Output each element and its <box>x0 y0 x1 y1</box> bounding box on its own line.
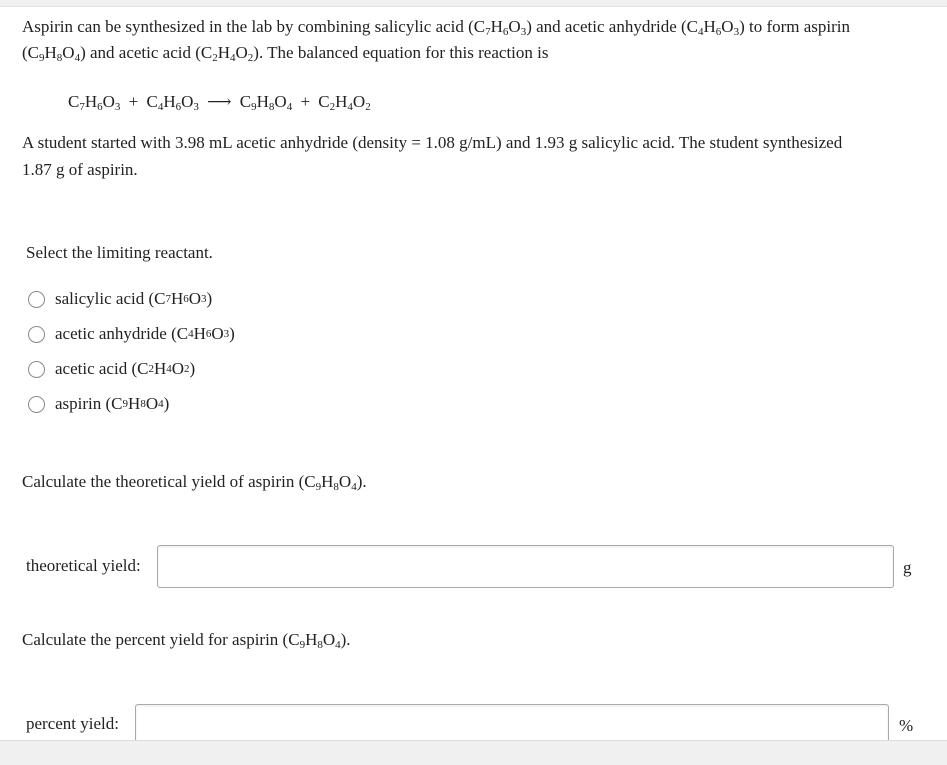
subscript: 6 <box>97 101 103 113</box>
element-symbol: O <box>274 92 287 111</box>
subscript: 4 <box>335 639 341 651</box>
subscript: 4 <box>347 101 353 113</box>
element-symbol: O <box>188 289 202 308</box>
percent-yield-unit: % <box>899 716 914 735</box>
subscript: 4 <box>286 101 293 113</box>
element-symbol: H <box>170 289 184 308</box>
subscript: 4 <box>157 101 164 113</box>
option-acetic-anhydride[interactable]: acetic anhydride (C 4 H 6 O 3 ) <box>28 322 235 346</box>
intro-text: ) and acetic acid (C <box>80 43 213 62</box>
plus-sign: + <box>128 92 139 111</box>
element-symbol: O <box>721 17 734 36</box>
subscript: 6 <box>715 26 722 38</box>
element-symbol: H <box>256 92 269 111</box>
prompt-text: Calculate the percent yield for aspirin (C <box>22 630 300 649</box>
subscript: 2 <box>247 52 254 64</box>
element-symbol: H <box>193 324 206 343</box>
element-symbol: O <box>322 630 336 649</box>
element-symbol: H <box>84 92 98 111</box>
problem-line-1: A student started with 3.98 mL acetic anhydride (density = 1.08 g/mL) and 1.93 g salicylic acid. The student synthesized <box>22 133 843 152</box>
subscript: 6 <box>502 26 509 38</box>
element-symbol: O <box>62 43 75 62</box>
intro-text: Aspirin can be synthesized in the lab by combining salicylic acid (C <box>22 17 486 36</box>
element-symbol: H <box>153 359 167 378</box>
element-symbol: H <box>335 92 348 111</box>
element-symbol: H <box>163 92 176 111</box>
subscript: 4 <box>351 481 357 493</box>
subscript: 6 <box>175 101 182 113</box>
radio-button[interactable] <box>28 326 45 343</box>
reaction-arrow-icon: ⟶ <box>207 92 232 111</box>
question-card <box>0 6 947 741</box>
element-symbol: O <box>352 92 366 111</box>
percent-yield-label: percent yield: <box>26 714 119 733</box>
element-symbol: H <box>44 43 57 62</box>
theoretical-yield-unit: g <box>903 558 912 577</box>
problem-line-2: 1.87 g of aspirin. <box>22 160 138 179</box>
option-label: ) <box>206 289 213 308</box>
intro-text: ). The balanced equation for this reaction is <box>253 43 549 62</box>
element-symbol: C <box>146 92 158 111</box>
element-symbol: O <box>171 359 185 378</box>
element-symbol: O <box>102 92 115 111</box>
element-symbol: O <box>211 324 224 343</box>
subscript: 7 <box>485 26 491 38</box>
element-symbol: H <box>490 17 503 36</box>
radio-button[interactable] <box>28 396 45 413</box>
subscript: 3 <box>733 26 740 38</box>
subscript: 4 <box>698 26 704 38</box>
subscript: 3 <box>193 101 199 113</box>
prompt-text: ). <box>356 472 367 491</box>
element-symbol: O <box>181 92 194 111</box>
element-symbol: H <box>217 43 230 62</box>
limiting-reactant-prompt: Select the limiting reactant. <box>26 243 213 262</box>
subscript: 9 <box>251 101 257 113</box>
option-label: aspirin (C <box>55 394 123 413</box>
option-aspirin[interactable]: aspirin (C 9 H 8 O 4 ) <box>28 392 169 416</box>
element-symbol: H <box>128 394 141 413</box>
subscript: 9 <box>315 481 322 493</box>
subscript: 8 <box>268 101 275 113</box>
intro-text: ) to form aspirin <box>739 17 851 36</box>
element-symbol: C <box>318 92 330 111</box>
element-symbol: O <box>508 17 521 36</box>
option-label: acetic acid (C <box>55 359 149 378</box>
radio-button[interactable] <box>28 291 45 308</box>
option-acetic-acid[interactable]: acetic acid (C 2 H 4 O 2 ) <box>28 357 195 381</box>
option-label: acetic anhydride (C <box>55 324 189 343</box>
option-label: ) <box>163 394 170 413</box>
subscript: 4 <box>230 52 236 64</box>
prompt-text: Calculate the theoretical yield of aspirin (C <box>22 472 316 491</box>
radio-button[interactable] <box>28 361 45 378</box>
option-label: ) <box>229 324 235 343</box>
subscript: 2 <box>329 101 336 113</box>
element-symbol: C <box>239 92 252 111</box>
theoretical-yield-prompt <box>22 472 367 492</box>
page-footer-strip <box>0 740 947 765</box>
theoretical-yield-label: theoretical yield: <box>26 556 141 575</box>
subscript: 9 <box>39 52 45 64</box>
subscript: 2 <box>212 52 218 64</box>
element-symbol: O <box>145 394 159 413</box>
plus-sign: + <box>300 92 311 111</box>
subscript: 4 <box>74 52 81 64</box>
element-symbol: C <box>68 92 80 111</box>
subscript: 8 <box>333 481 339 493</box>
subscript: 7 <box>79 101 85 113</box>
element-symbol: H <box>305 630 318 649</box>
element-symbol: O <box>338 472 352 491</box>
option-label: salicylic acid (C <box>55 289 166 308</box>
intro-line-1 <box>22 17 850 37</box>
balanced-equation <box>68 92 371 112</box>
subscript: 8 <box>317 639 323 651</box>
intro-text: (C <box>22 43 39 62</box>
subscript: 8 <box>56 52 63 64</box>
subscript: 9 <box>299 639 306 651</box>
prompt-text: ). <box>340 630 351 649</box>
option-salicylic-acid[interactable]: salicylic acid (C 7 H 6 O 3 ) <box>28 287 212 311</box>
intro-text: ) and acetic anhydride (C <box>526 17 699 36</box>
subscript: 2 <box>365 101 371 113</box>
subscript: 3 <box>114 101 121 113</box>
percent-yield-prompt <box>22 630 351 650</box>
theoretical-yield-input[interactable] <box>157 545 894 588</box>
element-symbol: H <box>703 17 716 36</box>
intro-line-2 <box>22 43 548 63</box>
option-label: ) <box>189 359 196 378</box>
subscript: 3 <box>520 26 527 38</box>
element-symbol: O <box>235 43 248 62</box>
element-symbol: H <box>321 472 334 491</box>
